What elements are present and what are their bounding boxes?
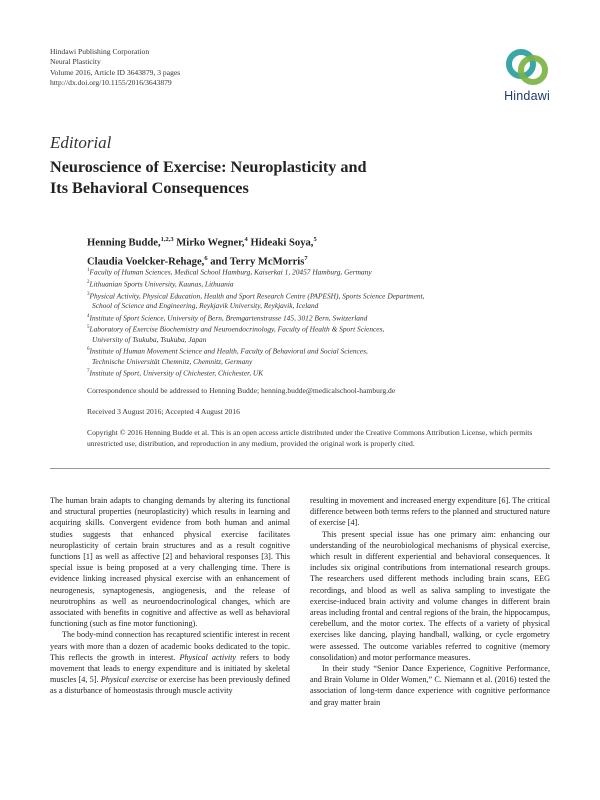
- body-text: refers to body movement that leads to energy expenditure and is initiated by skeletal muscles [4, 5].: [50, 652, 290, 685]
- affiliation-text: Faculty of Human Sciences, Medical School Hamburg, Kaiserkai 1, 20457 Hamburg, Germany: [89, 267, 372, 277]
- author-affiliation-marker: 7: [304, 254, 308, 262]
- body-paragraph: [50, 629, 290, 696]
- affiliation-text: Laboratory of Exercise Biochemistry and Neuroendocrinology, Faculty of Health & Sport Sciences,: [89, 324, 385, 334]
- publisher-name: Hindawi Publishing Corporation: [50, 47, 150, 56]
- author-name: Henning Budde,: [87, 237, 161, 249]
- emphasis-term: Physical exercise: [100, 675, 158, 685]
- author-name: Mirko Wegner,: [176, 237, 245, 249]
- author-affiliation-marker: 4: [244, 236, 248, 243]
- body-column-left: [50, 495, 290, 697]
- affiliation-number: 5: [87, 325, 90, 331]
- title-line-2: Its Behavioral Consequences: [50, 179, 249, 197]
- affiliation-number: 6: [87, 347, 90, 353]
- affiliation-list: [87, 266, 557, 379]
- affiliation-continued: [87, 335, 557, 345]
- affiliation: [87, 312, 557, 324]
- affiliation-number: 7: [87, 369, 90, 375]
- author-affiliation-marker: 6: [204, 254, 208, 262]
- hindawi-logo: [497, 44, 557, 106]
- affiliation: [87, 290, 557, 302]
- section-divider: [50, 468, 550, 469]
- affiliation-number: 2: [87, 279, 90, 285]
- volume-info: Volume 2016, Article ID 3643879, 3 pages: [50, 67, 181, 77]
- copyright-notice: Copyright © 2016 Henning Budde et al. This is an open access article distributed under the Creative Commons Attribution License, which permits unrestricted use, distribution, and reproduction in any medium, provided the original work is properly cited.: [87, 428, 533, 448]
- affiliation-text: Institute of Human Movement Science and Health, Faculty of Behavioral and Social Sciences,: [89, 346, 368, 356]
- affiliation: [87, 266, 557, 278]
- affiliation-number: 1: [87, 268, 90, 273]
- author-name: and Terry McMorris: [210, 256, 305, 268]
- author-name: Hideaki Soya,: [250, 237, 314, 249]
- affiliation-text: Institute of Sport Science, University of Bern, Bremgartenstrasse 145, 3012 Bern, Switzerland: [89, 313, 368, 323]
- affiliation: [87, 367, 557, 379]
- hindawi-logo-icon: [502, 44, 552, 90]
- doi-link[interactable]: http://dx.doi.org/10.1155/2016/3643879: [50, 77, 172, 87]
- body-text: The body-mind connection has recaptured scientific interest in recent years with more than a dozen of academic books dedicated to the topic. This reflects the growth in interest.: [50, 630, 290, 662]
- correspondence-note: Correspondence should be addressed to Henning Budde; henning.budde@medicalschool-hamburg.de: [87, 386, 396, 395]
- affiliation-text: Lithuanian Sports University, Kaunas, Lithuania: [89, 279, 234, 289]
- affiliation-continued: [87, 301, 557, 311]
- journal-header: [50, 47, 180, 88]
- author-affiliation-marker: 5: [313, 236, 317, 243]
- author-affiliation-marker: 1,2,3: [160, 236, 174, 243]
- title-line-1: Neuroscience of Exercise: Neuroplasticity and: [50, 158, 367, 176]
- body-text: or exercise has been previously defined as a disturbance of homeostasis through muscle activity: [50, 675, 290, 696]
- author-line-1: [87, 232, 547, 251]
- emphasis-term: Physical activity: [179, 652, 237, 662]
- body-paragraph: resulting in movement and increased energy expenditure [6]. The critical difference between both terms refers to the planned and structured nature of exercise [4].: [310, 496, 550, 528]
- article-type: Editorial: [50, 133, 112, 152]
- affiliation-text: Physical Activity, Physical Education, Health and Sport Research Centre (PAPESH), Sports Science Department,: [89, 291, 425, 300]
- hindawi-logo-text: Hindawi: [504, 89, 550, 103]
- affiliation-text: Institute of Sport, University of Chichester, Chichester, UK: [89, 368, 264, 378]
- affiliation-number: 3: [87, 291, 90, 297]
- affiliation-continued: [87, 357, 557, 367]
- author-name: Claudia Voelcker-Rehage,: [87, 256, 205, 268]
- body-column-right: [310, 495, 550, 708]
- affiliation: [87, 278, 557, 290]
- body-paragraph: This present special issue has one primary aim: enhancing our understanding of the neurobiological mechanisms of physical exercise, which result in different experiential and behavioral consequences. It includes six original contributions from international research groups. The researchers used different methods including brain scans, EEG recordings, and blood as well as saliva sampling to investigate the exercise-induced brain activity and volume changes in different brain areas including frontal and central regions of the brain, the hippocampus, cerebellum, and the motor cortex. The effects of a variety of physical exercises like dancing, playing handball, walking, or cycle ergometry were assessed. The outcome variables referred to cognitive (memory consolidation) and motor performance measures.: [310, 529, 550, 662]
- affiliation-text: Technische Universität Chemnitz, Chemnitz, Germany: [92, 357, 253, 367]
- affiliation-text: School of Science and Engineering, Reykjavik University, Reykjavik, Iceland: [92, 301, 319, 311]
- journal-name: Neural Plasticity: [50, 57, 101, 67]
- article-title: [50, 157, 520, 199]
- body-paragraph: The human brain adapts to changing demands by altering its functional and structural properties (neuroplasticity) which results in learning and acquiring skills. Convergent evidence from both human and animal studies suggests that enhanced physical exercise facilitates neuroplasticity of certain brain structures and as a result cognitive functions [1] as well as affective [2] and behavioral responses [3]. This special issue is being proposed at a very challenging time. There is evidence linking increased physical exercise with an enhancement of neurogenesis, synaptogenesis, angiogenesis, and the release of neurotrophins as well as neuroendocrinological changes, which are associated with benefits in cognitive and affective as well as behavioral functioning (such as fine motor functioning).: [50, 496, 290, 629]
- author-list: [87, 232, 547, 269]
- affiliation-number: 4: [87, 313, 90, 319]
- body-paragraph: In their study “Senior Dance Experience, Cognitive Performance, and Brain Volume in Older Women,” C. Niemann et al. (2016) tested the association of long-term dance experience with cognitive performance and gray matter brain: [310, 664, 550, 707]
- affiliation: [87, 345, 557, 357]
- received-dates: Received 3 August 2016; Accepted 4 August 2016: [87, 407, 240, 416]
- affiliation: [87, 323, 557, 335]
- affiliation-text: University of Tsukuba, Tsukuba, Japan: [92, 335, 207, 345]
